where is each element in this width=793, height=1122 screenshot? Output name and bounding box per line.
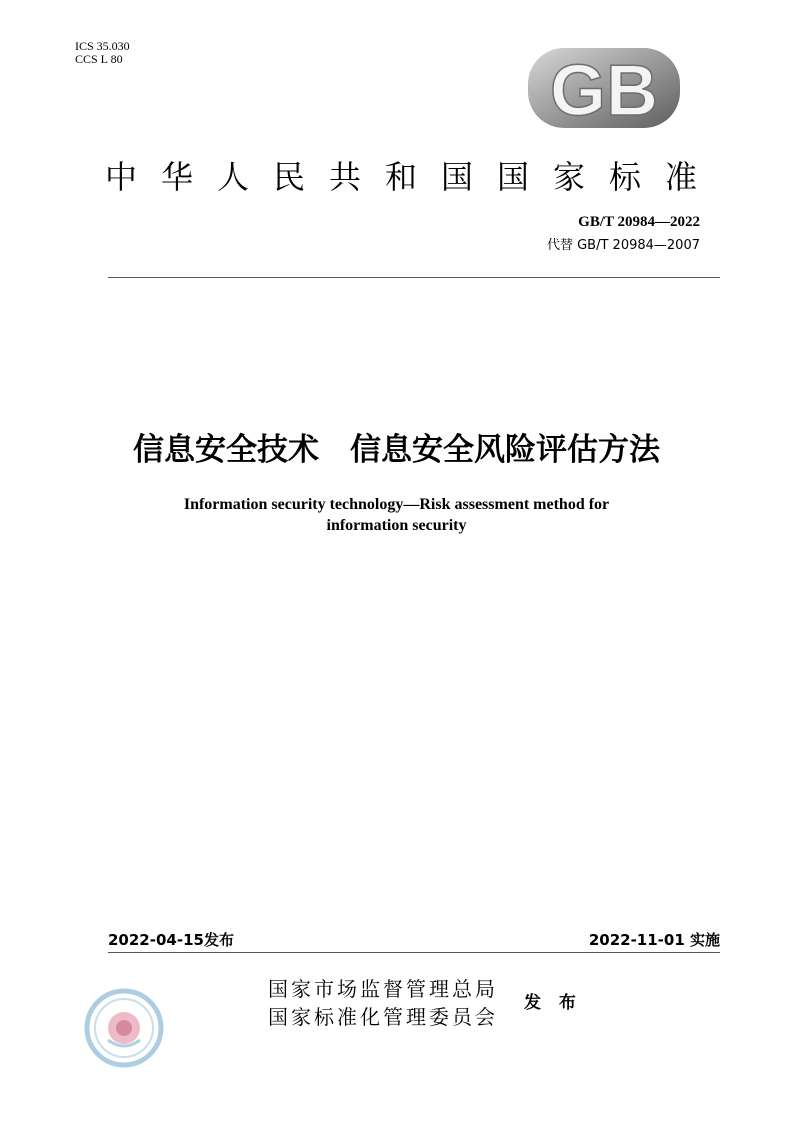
title-english-line1: Information security technology—Risk assessment method for — [183, 496, 610, 513]
replaces-standard: 代替 GB/T 20984—2007 — [546, 238, 700, 253]
official-seal-icon — [84, 988, 164, 1068]
issue-date: 2022-04-15发布 — [108, 931, 234, 949]
standard-number: GB/T 20984—2022 — [578, 214, 700, 230]
footer-divider — [108, 952, 720, 953]
issuer-samr: 国家市场监督管理总局 — [268, 977, 498, 1001]
ics-code: ICS 35.030 — [75, 39, 130, 53]
classification-codes — [75, 40, 130, 66]
logo-text: GB — [550, 51, 658, 128]
issued-label: 发 布 — [524, 993, 582, 1013]
implementation-date: 2022-11-01 实施 — [588, 931, 720, 949]
header-divider — [108, 277, 720, 278]
national-standard-title: 中华人民共和国国家标准 — [105, 158, 722, 196]
gb-logo — [528, 48, 680, 128]
ccs-code: CCS L 80 — [75, 52, 123, 66]
title-chinese: 信息安全技术 信息安全风险评估方法 — [133, 432, 660, 468]
issuing-authorities — [268, 975, 498, 1031]
title-english-line2: information security — [326, 517, 467, 534]
issuer-sac: 国家标准化管理委员会 — [268, 1005, 498, 1029]
title-english — [0, 494, 793, 536]
